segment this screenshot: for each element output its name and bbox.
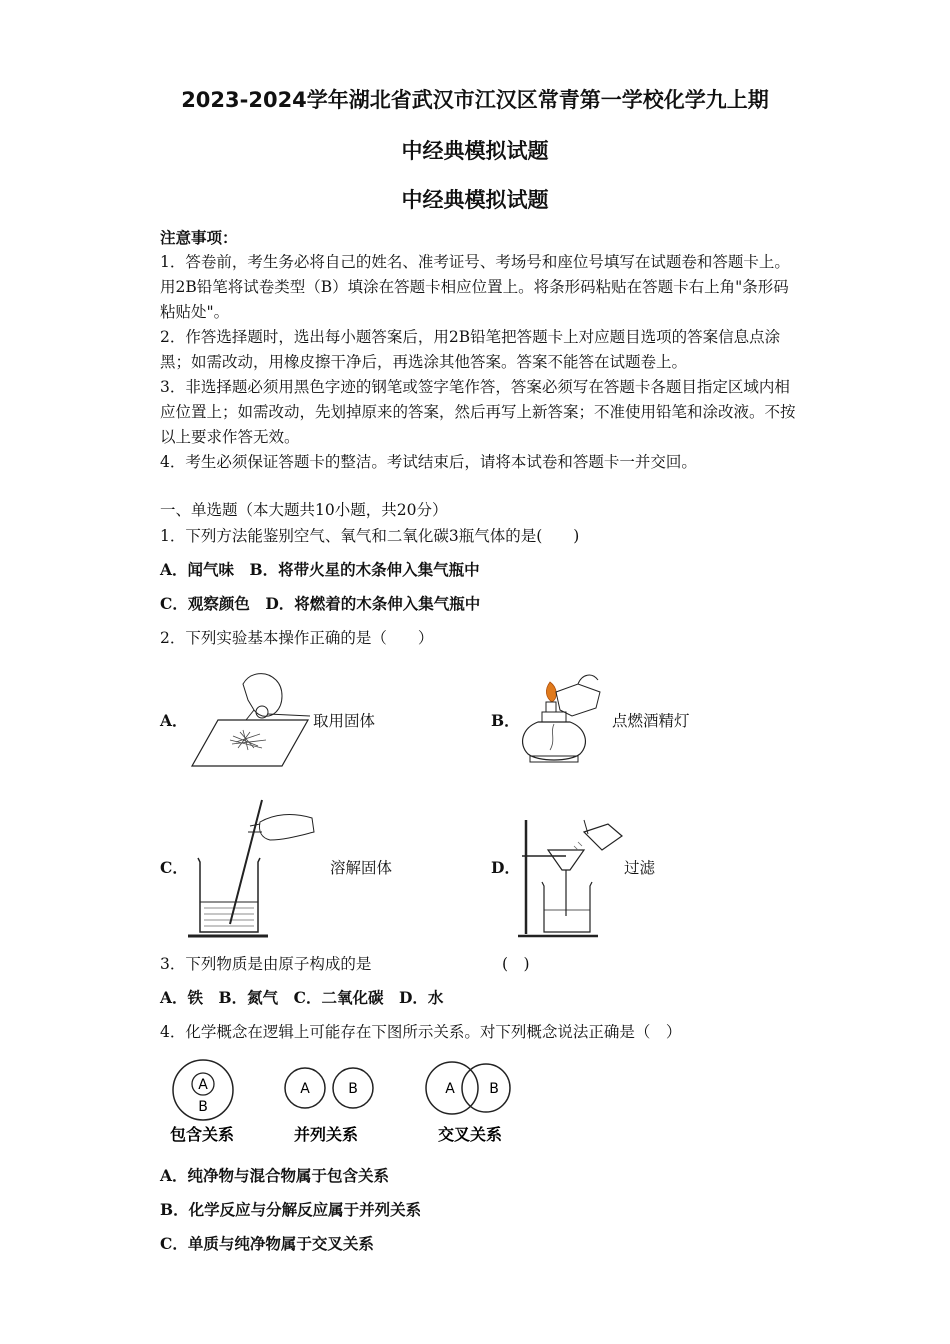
notes-item-1: 1．答卷前，考生务必将自己的姓名、准考证号、考场号和座位号填写在试题卷和答题卡上。用2B铅笔将试卷类型（B）填涂在答题卡相应位置上。将条形码粘贴在答题卡右上角"条形码粘贴处"。 (160, 253, 790, 321)
contain-circle-a: A (198, 1077, 208, 1093)
q2-option-c-label: 溶解固体 (330, 859, 393, 877)
label-contain: 包含关系 (169, 1125, 235, 1144)
notes-item-4: 4．考生必须保证答题卡的整洁。考试结束后，请将本试卷和答题卡一并交回。 (160, 453, 697, 471)
q2-option-a-letter: A． (160, 711, 188, 730)
parallel-relation-figure (285, 1068, 373, 1144)
parallel-circle-a: A (300, 1081, 310, 1097)
q4-stem: 4．化学概念在逻辑上可能存在下图所示关系。对下列概念说法正确是（ ） (160, 1023, 682, 1041)
q2-option-d-label: 过滤 (624, 859, 656, 877)
q1-stem: 1．下列方法能鉴别空气、氧气和二氧化碳3瓶气体的是( ) (160, 527, 580, 545)
q1-options-line-1: A．闻气味 B．将带火星的木条伸入集气瓶中 (160, 560, 480, 579)
concept-relation-diagram (160, 1058, 520, 1148)
q2-stem: 2．下列实验基本操作正确的是（ ） (160, 629, 434, 647)
q2-option-b-letter: B． (491, 711, 520, 730)
notes-item-2: 2．作答选择题时，选出每小题答案后，用2B铅笔把答题卡上对应题目选项的答案信息点涂黑；如需改动，用橡皮擦干净后，再选涂其他答案。答案不能答在试题卷上。 (160, 328, 781, 371)
q4-option-c: C．单质与纯净物属于交叉关系 (160, 1234, 374, 1253)
section-heading: 一、单选题（本大题共10小题，共20分） (160, 501, 448, 519)
q1-options-line-2: C．观察颜色 D．将燃着的木条伸入集气瓶中 (160, 594, 481, 613)
q3-options: A．铁 B．氮气 C．二氧化碳 D．水 (160, 988, 444, 1007)
q2-option-a-label: 取用固体 (313, 712, 376, 730)
q4-option-a: A．纯净物与混合物属于包含关系 (160, 1166, 390, 1185)
contain-relation-figure (170, 1060, 234, 1144)
cross-circle-a: A (445, 1081, 455, 1097)
q2-option-b-label: 点燃酒精灯 (612, 712, 690, 730)
label-parallel: 并列关系 (293, 1125, 359, 1144)
q3-answer-blank: ( ) (502, 955, 530, 973)
page-title-line-1: 2023-2024学年湖北省武汉市江汉区常青第一学校化学九上期 (181, 88, 769, 112)
notes-item-3: 3．非选择题必须用黑色字迹的钢笔或签字笔作答，答案必须写在答题卡各题目指定区域内相应位置上；如需改动，先划掉原来的答案，然后再写上新答案；不准使用铅笔和涂改液。不按以上要求作答无效。 (160, 378, 796, 446)
page-title-line-3: 中经典模拟试题 (401, 188, 549, 212)
q4-option-b: B．化学反应与分解反应属于并列关系 (160, 1200, 422, 1219)
page-title-line-2: 中经典模拟试题 (401, 139, 549, 163)
notes-heading: 注意事项： (160, 228, 238, 247)
cross-circle-b: B (489, 1081, 499, 1097)
contain-circle-b: B (198, 1099, 208, 1115)
notes-list (160, 250, 800, 475)
take-solid-illustration (188, 664, 313, 770)
label-cross: 交叉关系 (437, 1125, 503, 1144)
filtration-illustration (518, 816, 628, 940)
q2-option-d-letter: D． (491, 858, 520, 877)
cross-relation-figure (426, 1062, 510, 1144)
parallel-circle-b: B (348, 1081, 358, 1097)
q2-option-c-letter: C． (160, 858, 188, 877)
dissolve-solid-illustration (188, 796, 318, 940)
alcohol-lamp-illustration (516, 662, 612, 770)
q3-stem: 3．下列物质是由原子构成的是 (160, 955, 372, 973)
